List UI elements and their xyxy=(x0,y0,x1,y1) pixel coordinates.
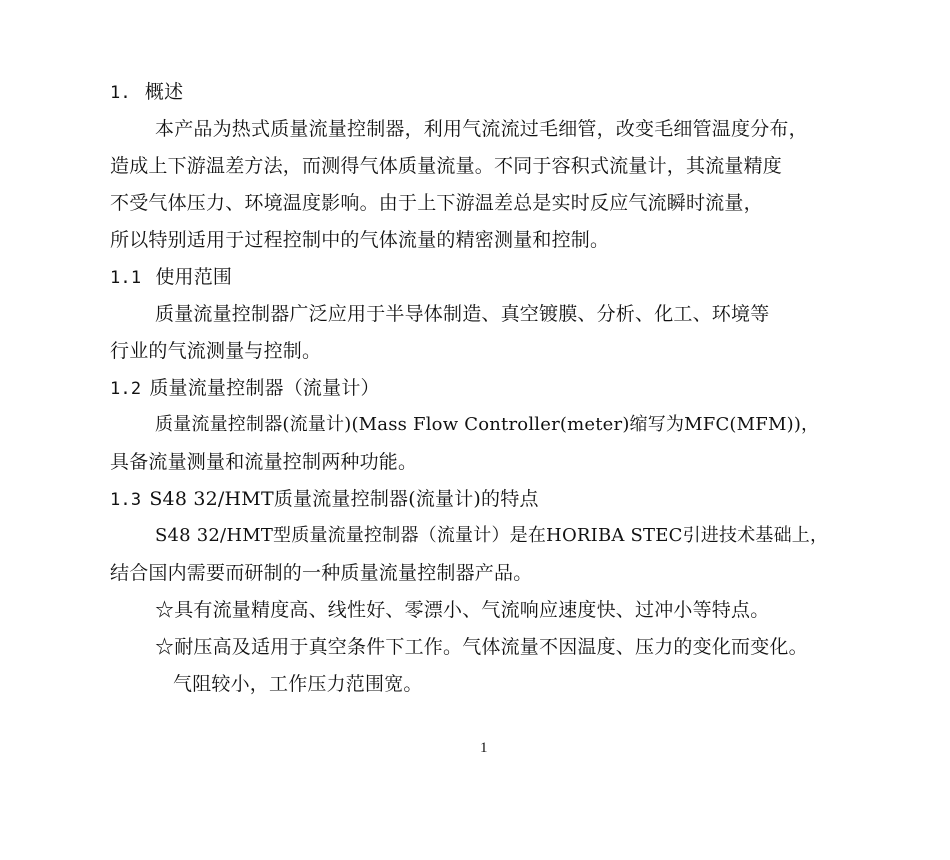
section-1-1-heading xyxy=(110,265,232,290)
section-title: 质量流量控制器（流量计） xyxy=(149,377,380,399)
paragraph-line: 具备流量测量和流量控制两种功能。 xyxy=(110,451,418,473)
paragraph-line: 质量流量控制器(流量计)(Mass Flow Controller(meter)缩写为MFC(MFM))， xyxy=(155,414,820,435)
feature-bullet: ☆具有流量精度高、线性好、零漂小、气流响应速度快、过冲小等特点。 xyxy=(155,599,770,621)
paragraph-line: 质量流量控制器广泛应用于半导体制造、真空镀膜、分析、化工、环境等 xyxy=(155,303,770,325)
paragraph-line: 不受气体压力、环境温度影响。由于上下游温差总是实时反应气流瞬时流量， xyxy=(110,192,763,214)
feature-bullet: ☆耐压高及适用于真空条件下工作。气体流量不因温度、压力的变化而变化。 xyxy=(155,636,808,658)
section-title: 概述 xyxy=(144,81,184,103)
paragraph-line: S48 32/HMT型质量流量控制器（流量计）是在HORIBA STEC引进技术基础上， xyxy=(155,525,829,546)
feature-bullet-continuation: 气阻较小，工作压力范围宽。 xyxy=(173,673,423,695)
section-title: S48 32/HMT质量流量控制器(流量计)的特点 xyxy=(149,488,539,510)
section-number: 1.2 xyxy=(110,379,142,399)
section-number: 1.3 xyxy=(110,490,142,510)
paragraph-line: 造成上下游温差方法，而测得气体质量流量。不同于容积式流量计，其流量精度 xyxy=(110,155,783,177)
section-1-3-heading xyxy=(110,487,539,512)
page-number: 1 xyxy=(480,740,488,756)
section-title: 使用范围 xyxy=(155,266,233,288)
section-1-heading xyxy=(110,80,183,105)
paragraph-line: 结合国内需要而研制的一种质量流量控制器产品。 xyxy=(110,562,533,584)
paragraph-line: 所以特别适用于过程控制中的气体流量的精密测量和控制。 xyxy=(110,229,610,251)
section-number: 1.1 xyxy=(110,268,142,288)
paragraph-line: 本产品为热式质量流量控制器，利用气流流过毛细管，改变毛细管温度分布， xyxy=(155,118,808,140)
section-number: 1. xyxy=(110,83,131,103)
paragraph-line: 行业的气流测量与控制。 xyxy=(110,340,322,362)
section-1-2-heading xyxy=(110,376,380,401)
